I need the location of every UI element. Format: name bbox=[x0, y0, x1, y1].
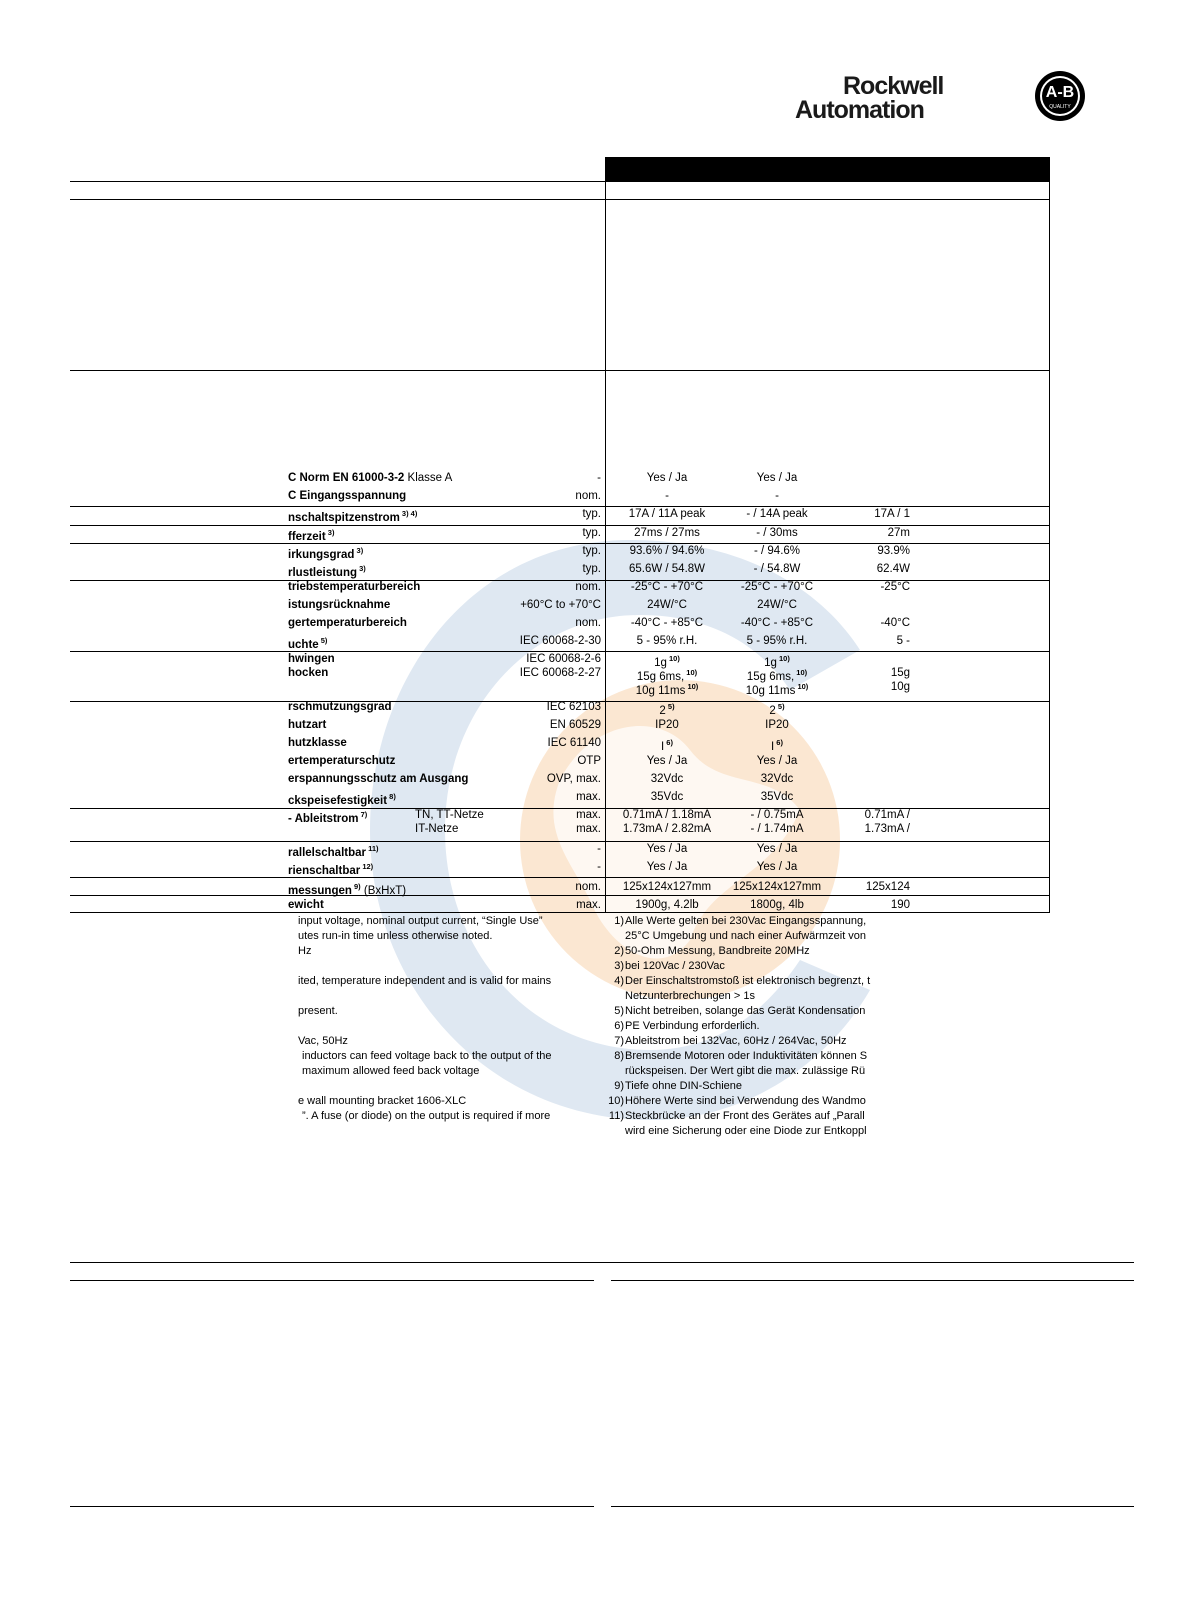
table-row bbox=[70, 698, 1050, 716]
value-footnote-ref: 10) bbox=[795, 682, 809, 691]
value-text: 24W/°C bbox=[757, 599, 797, 611]
value-text: IP20 bbox=[655, 719, 679, 731]
value-footnote-ref: 10) bbox=[684, 668, 698, 677]
row-condition: typ. bbox=[582, 563, 601, 575]
logo-brand-line1: Rockwell bbox=[843, 72, 944, 100]
row-label-text: ckspeisefestigkeit bbox=[288, 795, 388, 807]
footnote-en-line: ”. A fuse (or diode) on the output is required if more bbox=[302, 1110, 551, 1122]
row-label-text: hutzklasse bbox=[288, 737, 347, 749]
row-label-footnote-ref: 11) bbox=[365, 844, 379, 853]
footnote-de-number: 7) bbox=[614, 1035, 624, 1047]
value-c2 bbox=[712, 505, 842, 523]
row-condition: nom. bbox=[575, 881, 601, 893]
row-condition: +60°C to +70°C bbox=[520, 599, 601, 611]
footnote-de-number: 4) bbox=[614, 975, 624, 987]
row-condition: - bbox=[597, 472, 601, 484]
badge-text: A-B bbox=[1045, 84, 1075, 101]
value-text: - / 30ms bbox=[756, 527, 798, 539]
value-c2 bbox=[712, 896, 842, 914]
value-c3: 27m bbox=[887, 527, 910, 539]
value-text: IP20 bbox=[765, 719, 789, 731]
footnote-en-line: Hz bbox=[298, 945, 312, 957]
value-footnote-ref: 10) bbox=[666, 654, 680, 663]
value-text: 27ms / 27ms bbox=[634, 527, 700, 539]
value-text: I bbox=[661, 741, 665, 753]
footnote-de-number: 9) bbox=[614, 1080, 624, 1092]
footnote-en-line: utes run-in time unless otherwise noted. bbox=[298, 930, 493, 942]
value-text: Yes / Ja bbox=[646, 861, 688, 873]
footnote-en-line: e wall mounting bracket 1606-XLC bbox=[298, 1095, 467, 1107]
value-text: 5 - 95% r.H. bbox=[636, 635, 698, 647]
value-text: - / 94.6% bbox=[753, 545, 801, 557]
footnote-de-line: Nicht betreiben, solange das Gerät Kondensation bbox=[625, 1005, 866, 1017]
value-text: - / 54.8W bbox=[753, 563, 801, 575]
row-label-text: ewicht bbox=[288, 899, 324, 911]
value-c2 bbox=[712, 752, 842, 770]
value-text: Yes / Ja bbox=[646, 843, 688, 855]
table-header-bar bbox=[605, 157, 1050, 181]
value-text: -25°C - +70°C bbox=[630, 581, 704, 593]
row-condition: typ. bbox=[582, 545, 601, 557]
value-text: 0.71mA / 1.18mA bbox=[622, 809, 712, 821]
value-c2 bbox=[712, 878, 842, 896]
row-label-text: triebstemperaturbereich bbox=[288, 581, 421, 593]
row-label bbox=[288, 896, 324, 914]
value-c2 bbox=[712, 858, 842, 876]
row-label-text: messungen bbox=[288, 885, 352, 897]
value-text: 15g 6ms, bbox=[636, 671, 685, 683]
value-text: - / 14A peak bbox=[746, 508, 808, 520]
value-c2 bbox=[712, 578, 842, 596]
value-text: Yes / Ja bbox=[646, 755, 688, 767]
table-row bbox=[70, 542, 1050, 560]
row-condition: nom. bbox=[575, 490, 601, 502]
row-condition: IEC 60068-2-27 bbox=[519, 667, 601, 679]
row-label-text: hocken bbox=[288, 667, 329, 679]
value-c2 bbox=[712, 487, 842, 505]
value-text: Yes / Ja bbox=[756, 861, 798, 873]
footnote-de-line: rückspeisen. Der Wert gibt die max. zulässige Rü bbox=[625, 1065, 866, 1077]
value-c3: 93.9% bbox=[877, 545, 910, 557]
row-condition: max. bbox=[576, 823, 601, 835]
value-footnote-ref: 5) bbox=[665, 702, 675, 711]
value-text: 10g 11ms bbox=[745, 685, 796, 697]
row-label-text: rienschaltbar bbox=[288, 865, 361, 877]
footnote-de-number: 5) bbox=[614, 1005, 624, 1017]
row-label-text: - Ableitstrom bbox=[288, 813, 359, 825]
value-c3: 1.73mA / bbox=[864, 823, 910, 835]
value-text: 15g 6ms, bbox=[746, 671, 795, 683]
value-text: 1.73mA / 2.82mA bbox=[622, 823, 712, 835]
value-text: Yes / Ja bbox=[756, 755, 798, 767]
footnote-en-line: maximum allowed feed back voltage bbox=[302, 1065, 480, 1077]
footnote-de-number: 8) bbox=[614, 1050, 624, 1062]
footnote-en-line: Vac, 50Hz bbox=[298, 1035, 348, 1047]
footnote-de-line: Höhere Werte sind bei Verwendung des Wandmo bbox=[625, 1095, 866, 1107]
table-row bbox=[70, 770, 1050, 788]
row-label-text: rallelschaltbar bbox=[288, 847, 366, 859]
value-c2 bbox=[712, 678, 842, 700]
row-label-suffix: (BxHxT) bbox=[360, 885, 407, 897]
table-row bbox=[70, 560, 1050, 578]
value-text: -40°C - +85°C bbox=[740, 617, 814, 629]
table-row bbox=[70, 578, 1050, 596]
value-footnote-ref: 10) bbox=[776, 654, 790, 663]
row-sub-condition: IT-Netze bbox=[415, 823, 459, 835]
value-c3: 15g bbox=[890, 667, 910, 679]
row-condition: typ. bbox=[582, 527, 601, 539]
row-condition: IEC 60068-2-30 bbox=[519, 635, 601, 647]
footnote-de-line: 50-Ohm Messung, Bandbreite 20MHz bbox=[625, 945, 810, 957]
logo-brand-line2: Automation bbox=[795, 96, 924, 124]
rule bbox=[70, 1506, 594, 1507]
row-label bbox=[288, 752, 395, 770]
row-label-text: erspannungsschutz am Ausgang bbox=[288, 773, 469, 785]
value-text: 35Vdc bbox=[650, 791, 684, 803]
table-row bbox=[70, 716, 1050, 734]
row-label-suffix: Klasse A bbox=[404, 472, 453, 484]
value-c3: -40°C bbox=[880, 617, 910, 629]
table-row bbox=[70, 752, 1050, 770]
value-text: 5 - 95% r.H. bbox=[746, 635, 808, 647]
footnote-en-line: present. bbox=[298, 1005, 338, 1017]
footnote-de-line: Netzunterbrechungen > 1s bbox=[625, 990, 755, 1002]
row-condition: OTP bbox=[577, 755, 601, 767]
value-c2 bbox=[712, 788, 842, 806]
row-label-footnote-ref: 5) bbox=[318, 636, 328, 645]
row-label bbox=[288, 578, 420, 596]
rule bbox=[70, 370, 1050, 371]
value-c3: 0.71mA / bbox=[864, 809, 910, 821]
value-text: -40°C - +85°C bbox=[630, 617, 704, 629]
value-text: 2 bbox=[659, 705, 666, 717]
table-row bbox=[70, 632, 1050, 650]
value-c3: 125x124 bbox=[865, 881, 910, 893]
value-c2 bbox=[712, 840, 842, 858]
value-text: Yes / Ja bbox=[756, 472, 798, 484]
value-text: 1900g, 4.2lb bbox=[635, 899, 699, 911]
value-c2 bbox=[712, 770, 842, 788]
row-label-footnote-ref: 7) bbox=[358, 810, 368, 819]
value-c3: -25°C bbox=[880, 581, 910, 593]
value-text: 93.6% / 94.6% bbox=[629, 545, 705, 557]
row-label bbox=[288, 614, 407, 632]
table-row bbox=[70, 820, 1050, 838]
footnote-de-line: 25°C Umgebung und nach einer Aufwärmzeit von bbox=[625, 930, 867, 942]
row-label bbox=[288, 734, 347, 752]
footnote-de-number: 3) bbox=[614, 960, 624, 972]
row-condition: nom. bbox=[575, 617, 601, 629]
value-text: 1g bbox=[654, 657, 667, 669]
row-condition: IEC 62103 bbox=[546, 701, 601, 713]
row-condition: IEC 60068-2-6 bbox=[526, 653, 601, 665]
value-text: 32Vdc bbox=[650, 773, 684, 785]
table-row bbox=[70, 596, 1050, 614]
value-c2 bbox=[712, 614, 842, 632]
row-label bbox=[288, 770, 468, 788]
value-text: 1g bbox=[764, 657, 777, 669]
footnote-de-line: Alle Werte gelten bei 230Vac Eingangsspannung, bbox=[625, 915, 867, 927]
value-c3: 190 bbox=[890, 899, 910, 911]
footnote-de-number: 11) bbox=[608, 1110, 624, 1122]
value-c3: 17A / 1 bbox=[874, 508, 910, 520]
footnote-de-line: PE Verbindung erforderlich. bbox=[625, 1020, 760, 1032]
rule bbox=[70, 1262, 1134, 1263]
row-label-footnote-ref: 12) bbox=[360, 862, 374, 871]
value-text: 35Vdc bbox=[760, 791, 794, 803]
value-text: 125x124x127mm bbox=[622, 881, 712, 893]
row-label-text: rlustleistung bbox=[288, 567, 358, 579]
row-label bbox=[288, 716, 326, 734]
row-label-text: istungsrücknahme bbox=[288, 599, 391, 611]
table-row bbox=[70, 878, 1050, 896]
value-c3: 10g bbox=[890, 681, 910, 693]
value-footnote-ref: 10) bbox=[794, 668, 808, 677]
row-label-footnote-ref: 3) bbox=[357, 564, 366, 573]
footnote-de-line: Bremsende Motoren oder Induktivitäten können S bbox=[625, 1050, 868, 1062]
footnote-en-line: input voltage, nominal output current, “Single Use” bbox=[298, 915, 543, 927]
row-sub-condition: TN, TT-Netze bbox=[415, 809, 484, 821]
table-row bbox=[70, 678, 1050, 696]
footnote-de-line: wird eine Sicherung oder eine Diode zur Entkoppl bbox=[625, 1125, 867, 1137]
row-label bbox=[288, 596, 390, 614]
value-c2 bbox=[712, 632, 842, 650]
value-text: - / 0.75mA bbox=[750, 809, 804, 821]
value-footnote-ref: 6) bbox=[774, 738, 783, 747]
table-row bbox=[70, 788, 1050, 806]
value-c2 bbox=[712, 596, 842, 614]
value-c2 bbox=[712, 469, 842, 487]
row-label-text: ertemperaturschutz bbox=[288, 755, 396, 767]
row-condition: IEC 61140 bbox=[547, 737, 601, 749]
row-label bbox=[288, 469, 452, 487]
row-condition: max. bbox=[576, 791, 601, 803]
table-row bbox=[70, 524, 1050, 542]
value-footnote-ref: 5) bbox=[775, 702, 785, 711]
value-text: 125x124x127mm bbox=[732, 881, 822, 893]
row-label-text: fferzeit bbox=[288, 531, 326, 543]
row-condition: typ. bbox=[582, 508, 601, 520]
table-row bbox=[70, 734, 1050, 752]
row-label-footnote-ref: 8) bbox=[387, 792, 396, 801]
table-row bbox=[70, 840, 1050, 858]
table-row bbox=[70, 469, 1050, 487]
row-condition: - bbox=[597, 843, 601, 855]
row-label-text: gertemperaturbereich bbox=[288, 617, 407, 629]
row-label bbox=[288, 698, 392, 716]
value-c3: 62.4W bbox=[876, 563, 910, 575]
value-c2 bbox=[712, 820, 842, 838]
row-condition: nom. bbox=[575, 581, 601, 593]
value-text: -25°C - +70°C bbox=[740, 581, 814, 593]
rule bbox=[70, 199, 1050, 200]
value-c2 bbox=[712, 542, 842, 560]
row-condition: max. bbox=[576, 899, 601, 911]
value-c2 bbox=[712, 524, 842, 542]
value-text: Yes / Ja bbox=[756, 843, 798, 855]
row-label-text: C Norm EN 61000-3-2 bbox=[288, 472, 405, 484]
footnote-en-line: ited, temperature independent and is valid for mains bbox=[298, 975, 552, 987]
footnote-de-line: Tiefe ohne DIN-Schiene bbox=[625, 1080, 742, 1092]
value-text: 65.6W / 54.8W bbox=[628, 563, 706, 575]
row-label-text: rschmutzungsgrad bbox=[288, 701, 392, 713]
rule bbox=[70, 1280, 594, 1281]
row-label-text: uchte bbox=[288, 639, 319, 651]
rule bbox=[70, 181, 1050, 182]
value-footnote-ref: 6) bbox=[664, 738, 673, 747]
value-text: 10g 11ms bbox=[635, 685, 686, 697]
footnote-de-line: Der Einschaltstromstoß ist elektronisch begrenzt, t bbox=[625, 975, 871, 987]
row-condition: - bbox=[597, 861, 601, 873]
value-text: - / 1.74mA bbox=[750, 823, 804, 835]
table-row bbox=[70, 896, 1050, 914]
footnote-de-number: 2) bbox=[614, 945, 624, 957]
row-condition: OVP, max. bbox=[546, 773, 601, 785]
footnote-en-line: inductors can feed voltage back to the output of the bbox=[302, 1050, 552, 1062]
value-c3: 5 - bbox=[896, 635, 910, 647]
value-text: 17A / 11A peak bbox=[628, 508, 706, 520]
rule bbox=[611, 1506, 1134, 1507]
value-c2 bbox=[712, 716, 842, 734]
row-label-footnote-ref: 9) bbox=[351, 882, 361, 891]
footnote-de-number: 6) bbox=[614, 1020, 624, 1032]
value-c2 bbox=[712, 560, 842, 578]
footnote-de-number: 1) bbox=[614, 915, 624, 927]
row-label-footnote-ref: 3) 4) bbox=[399, 509, 418, 518]
table-row bbox=[70, 487, 1050, 505]
row-label-text: irkungsgrad bbox=[288, 549, 355, 561]
row-label bbox=[288, 487, 406, 505]
value-footnote-ref: 10) bbox=[685, 682, 699, 691]
row-label bbox=[288, 858, 373, 880]
value-text: - bbox=[775, 490, 779, 502]
row-condition: max. bbox=[576, 809, 601, 821]
row-label-text: hwingen bbox=[288, 653, 335, 665]
footnote-de-line: Steckbrücke an der Front des Gerätes auf „Parall bbox=[625, 1110, 865, 1122]
value-text: Yes / Ja bbox=[646, 472, 688, 484]
allen-bradley-badge bbox=[1034, 70, 1086, 122]
row-label-text: hutzart bbox=[288, 719, 327, 731]
row-label-footnote-ref: 3) bbox=[325, 528, 335, 537]
value-text: I bbox=[771, 741, 775, 753]
footnote-de-line: Ableitstrom bei 132Vac, 60Hz / 264Vac, 50Hz bbox=[625, 1035, 847, 1047]
badge-subtext: QUALITY bbox=[1049, 104, 1071, 110]
table-row bbox=[70, 505, 1050, 523]
value-text: 2 bbox=[769, 705, 776, 717]
footnote-de-number: 10) bbox=[608, 1095, 624, 1107]
rule bbox=[611, 1280, 1134, 1281]
table-row bbox=[70, 858, 1050, 876]
value-text: - bbox=[665, 490, 669, 502]
value-text: 32Vdc bbox=[760, 773, 794, 785]
row-condition: EN 60529 bbox=[549, 719, 601, 731]
footnote-de-line: bei 120Vac / 230Vac bbox=[625, 960, 725, 972]
row-label-text: C Eingangsspannung bbox=[288, 490, 407, 502]
value-text: 1800g, 4lb bbox=[750, 899, 804, 911]
value-text: 24W/°C bbox=[647, 599, 687, 611]
rockwell-logo bbox=[795, 74, 985, 124]
row-label-footnote-ref: 3) bbox=[354, 546, 364, 555]
table-row bbox=[70, 614, 1050, 632]
row-label-text: nschaltspitzenstrom bbox=[288, 512, 400, 524]
